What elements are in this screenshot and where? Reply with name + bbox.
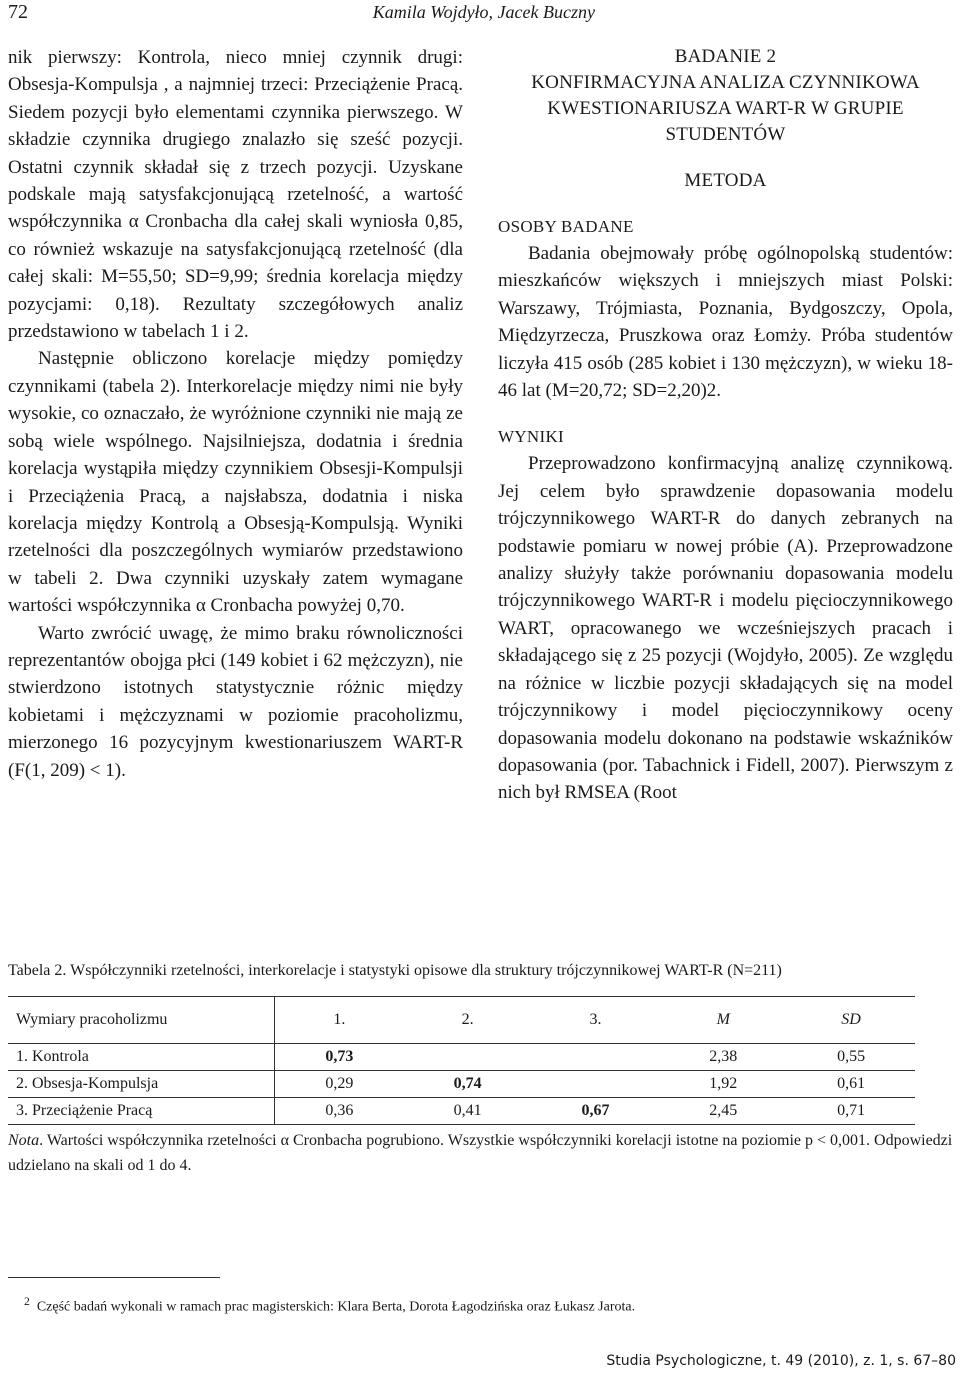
footnote bbox=[24, 1292, 635, 1318]
table-row bbox=[8, 1044, 915, 1071]
reliability-table bbox=[8, 996, 915, 1125]
method-heading: METODA bbox=[684, 170, 767, 191]
participants-heading: OSOBY BADANE bbox=[498, 217, 634, 236]
cell-sd: 0,55 bbox=[787, 1044, 915, 1071]
note-label: Nota bbox=[8, 1132, 40, 1149]
page-number: 72 bbox=[8, 1, 28, 23]
study-heading-line-2: KONFIRMACYJNA ANALIZA CZYNNIKOWA bbox=[531, 72, 920, 93]
cell-alpha: 0,73 bbox=[275, 1044, 404, 1071]
paragraph-intercorrelations: Następnie obliczono korelacje między pomiędzy czynnikami (tabela 2). Interkorelacje między nimi nie były wysokie, co oznaczało, że wyróżnione czynniki nie mają ze sobą wiele wspólnego. Najsilniejsza, dodatnia i średnia korelacja wystąpiła między czynnikiem Obsesji-Kompulsji i Przeciążenia Pracą, a najsłabsza, dodatnia i niska korelacja między Kontrolą a Obsesją-Kompulsją. Wyniki rzetelności dla poszczególnych wymiarów przedstawiono w tabeli 2. Dwa czynniki uzyskały zatem wymagane wartości współczynnika α Cronbacha powyżej 0,70. bbox=[8, 348, 463, 617]
cell-sd: 0,71 bbox=[787, 1098, 915, 1125]
cell-alpha: 0,67 bbox=[532, 1098, 660, 1125]
row-label: 1. Kontrola bbox=[8, 1044, 275, 1071]
col-sd: SD bbox=[787, 997, 915, 1044]
cell-sd: 0,61 bbox=[787, 1071, 915, 1098]
table-row bbox=[8, 1071, 915, 1098]
note-text: . Wartości współczynnika rzetelności α Cronbacha pogrubiono. Wszystkie współczynniki korelacji istotne na poziomie p < 0,001. Odpowiedzi udzielano na skali od 1 do 4. bbox=[8, 1132, 953, 1174]
results-heading: WYNIKI bbox=[498, 427, 564, 447]
study-heading-line-1: BADANIE 2 bbox=[674, 46, 777, 67]
footnote-marker: 2 bbox=[24, 1295, 30, 1308]
row-label: 3. Przeciążenie Pracą bbox=[8, 1098, 275, 1125]
table-note bbox=[8, 1128, 958, 1178]
cell-mean: 2,38 bbox=[659, 1044, 787, 1071]
paragraph-participants: Badania obejmowały próbę ogólnopolską studentów: mieszkańców większych i mniejszych miast Polski: Warszawy, Trójmiasta, Poznania, Bydgoszczy, Opola, Międzyrzecza, Pruszkowa oraz Łomży. Próba studentów liczyła 415 osób (285 kobiet i 130 mężczyzn), w wieku 18-46 lat (M=20,72; SD=2,20)2. bbox=[498, 243, 953, 402]
cell: 0,36 bbox=[275, 1098, 404, 1125]
footnote-text: Część badań wykonali w ramach prac magisterskich: Klara Berta, Dorota Łagodzińska oraz Łukasz Jarota. bbox=[36, 1299, 636, 1315]
cell-mean: 1,92 bbox=[659, 1071, 787, 1098]
paragraph-factor-results: nik pierwszy: Kontrola, nieco mniej czynnik drugi: Obsesja-Kompulsja , a najmniej trzeci: Przeciążenie Pracą. Siedem pozycji było elementami czynnika pierwszego. W składzie czynnika drugiego znalazło się sześć pozycji. Ostatni czynnik składał się z trzech pozycji. Uzyskane podskale mają satysfakcjonującą rzetelność, a wartość współczynnika α Cronbacha dla całej skali wyniosła 0,85, co również wskazuje na satysfakcjonującą rzetelność (dla całej skali: M=55,50; SD=9,99; średnia korelacja między pozycjami: 0,18). Rezultaty szczegółowych analiz przedstawiono w tabelach 1 i 2. bbox=[8, 47, 463, 343]
left-column bbox=[8, 44, 463, 784]
journal-reference: Studia Psychologiczne, t. 49 (2010), z. 1, s. 67–80 bbox=[606, 1353, 956, 1369]
col-2: 2. bbox=[404, 997, 532, 1044]
study-heading-line-3: KWESTIONARIUSZA WART-R W GRUPIE bbox=[547, 98, 904, 119]
cell bbox=[404, 1044, 532, 1071]
col-1: 1. bbox=[275, 997, 404, 1044]
cell bbox=[532, 1071, 660, 1098]
cell: 0,29 bbox=[275, 1071, 404, 1098]
cell bbox=[532, 1044, 660, 1071]
col-3: 3. bbox=[532, 997, 660, 1044]
table-header-row bbox=[8, 997, 915, 1044]
paragraph-gender-differences: Warto zwrócić uwagę, że mimo braku równoliczności reprezentantów obojga płci (149 kobiet i 62 mężczyzn), nie stwierdzono istotnych statystycznie różnic między kobietami i mężczyznami w poziomie pracoholizmu, mierzonego 16 pozycyjnym kwestionariuszem WART-R (F(1, 209) < 1). bbox=[8, 622, 463, 781]
right-column bbox=[498, 44, 953, 807]
running-head-authors: Kamila Wojdyło, Jacek Buczny bbox=[372, 2, 595, 22]
col-dimensions: Wymiary pracoholizmu bbox=[8, 997, 275, 1044]
table-caption: Tabela 2. Współczynniki rzetelności, interkorelacje i statystyki opisowe dla struktury trójczynnikowej WART-R (N=211) bbox=[8, 962, 782, 979]
cell-mean: 2,45 bbox=[659, 1098, 787, 1125]
paragraph-results: Przeprowadzono konfirmacyjną analizę czynnikową. Jej celem było sprawdzenie dopasowania modelu trójczynnikowego WART-R do danych zebranych na podstawie pomiaru w nowej próbie (A). Przeprowadzone analizy służyły także porównaniu dopasowania modelu trójczynnikowego WART-R i modelu pięcioczynnikowego WART, opracowanego we wcześniejszych pracach i składającego się z 25 pozycji (Wojdyło, 2005). Ze względu na różnice w liczbie pozycji składających się na model trójczynnikowy i model pięcioczynnikowy oceny dopasowania modelu dokonano na podstawie wskaźników dopasowania (por. Tabachnick i Fidell, 2007). Pierwszym z nich był RMSEA (Root bbox=[498, 453, 953, 804]
cell: 0,41 bbox=[404, 1098, 532, 1125]
study-heading-line-4: STUDENTÓW bbox=[665, 124, 786, 145]
table-row bbox=[8, 1098, 915, 1125]
footnote-divider bbox=[8, 1277, 220, 1278]
col-mean: M bbox=[659, 997, 787, 1044]
row-label: 2. Obsesja-Kompulsja bbox=[8, 1071, 275, 1098]
cell-alpha: 0,74 bbox=[404, 1071, 532, 1098]
